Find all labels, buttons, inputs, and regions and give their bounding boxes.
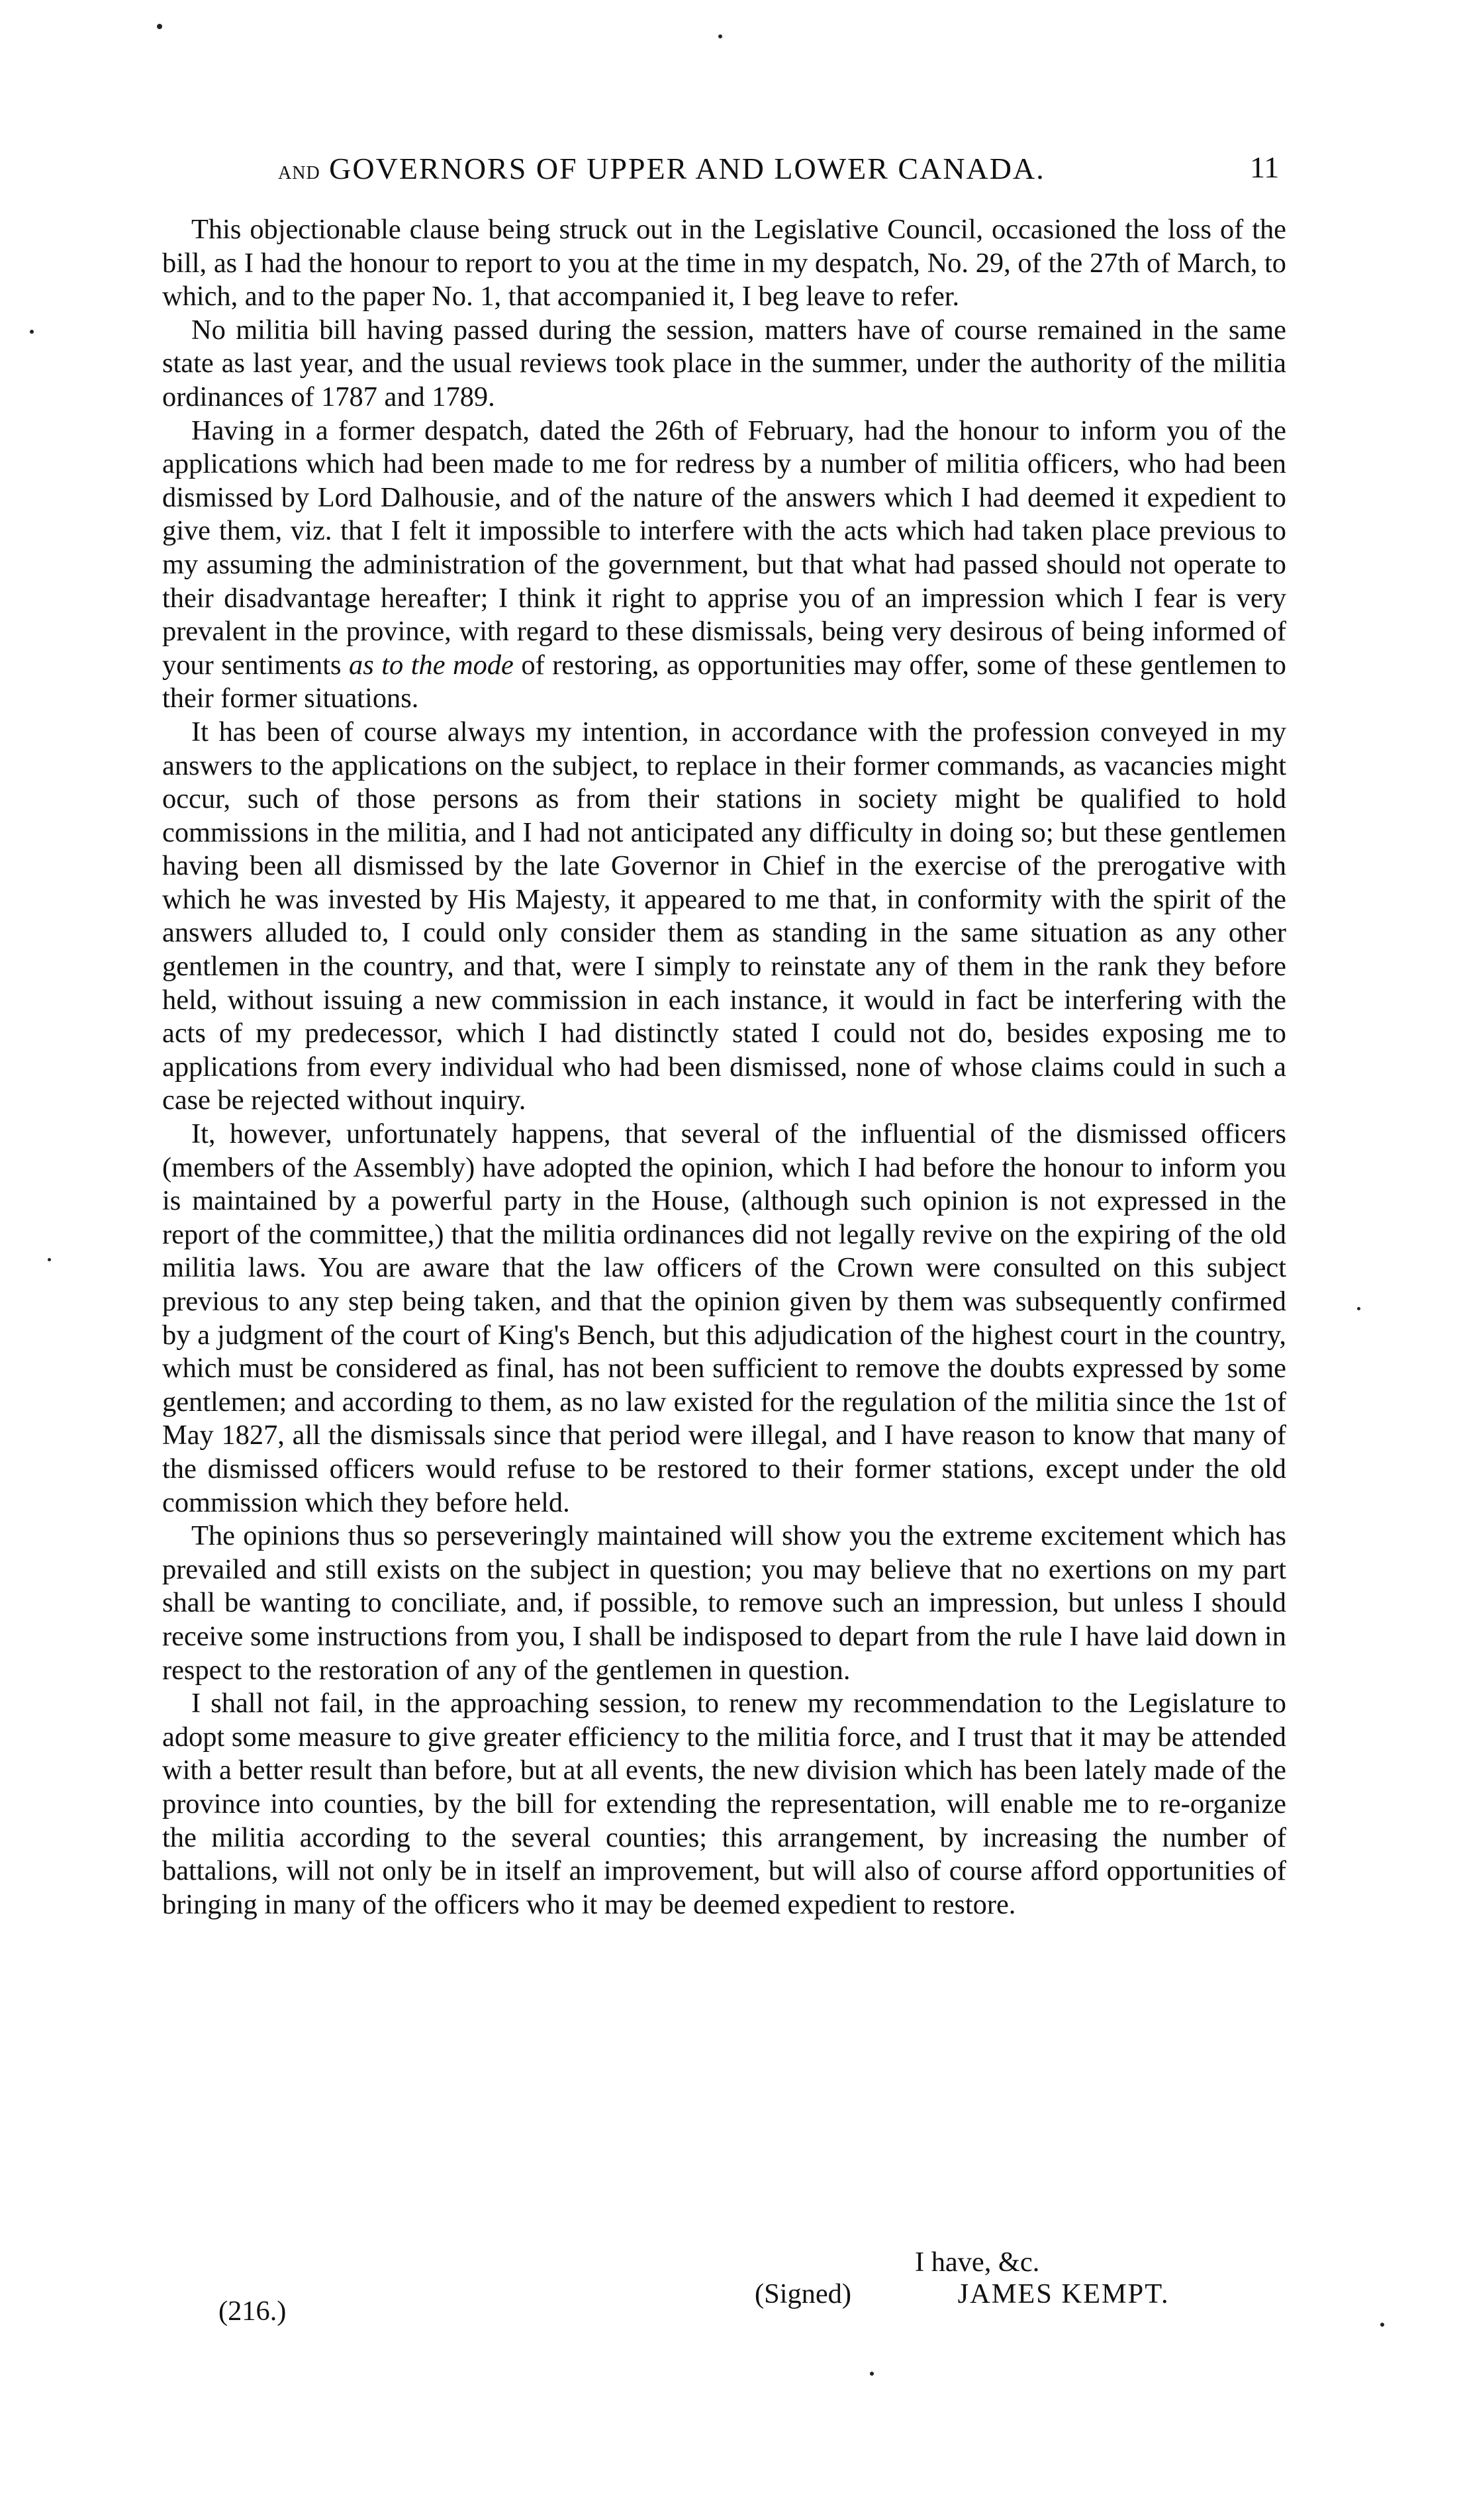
scan-speck [870, 2372, 874, 2376]
paragraph-7: I shall not fail, in the approaching session, to renew my recommendation to the Legislature to adopt some measure to give greater efficiency to the militia force, and I trust that it may be attended with a better result than before, but at all events, the new division which has been lately made of the province into counties, by the bill for extending the representation, will enable me to re-organize the militia according to the several counties; this arrangement, by increasing the number of battalions, will not only be in itself an improvement, but will also of course afford opportunities of bringing in many of the officers who it may be deemed expedient to restore. [162, 1688, 1286, 1920]
scan-speck [157, 24, 162, 29]
paragraph-6: The opinions thus so perseveringly maintained will show you the extreme excitement which has prevailed and still exists on the subject in question; you may believe that no exertions on my part shall be wanting to conciliate, and, if possible, to remove such an impression, but unless I should receive some instructions from you, I shall be indisposed to depart from the rule I have laid down in respect to the restoration of any of the gentlemen in question. [162, 1520, 1286, 1686]
letter-body [162, 213, 1286, 1921]
paragraph-3-text: Having in a former despatch, dated the 26th of February, had the honour to inform you of the applications which had been made to me for redress by a number of militia officers, who had been dismissed by Lord Dalhousie, and of the nature of the answers which I had deemed it expedient to give them, viz. that I felt it impossible to interfere with the acts which had taken place previous to my assuming the administration of the government, but that what had passed should not operate to their disadvantage hereafter; I think it right to apprise you of an impression which I fear is very prevalent in the province, with regard to these dismissals, being very desirous of being informed of your sentiments [162, 414, 1286, 681]
closing-salutation: I have, &c. [915, 2247, 1040, 2278]
running-header [278, 151, 1271, 186]
paragraph-1: This objectionable clause being struck out in the Legislative Council, occasioned the loss of the bill, as I had the honour to report to you at the time in my despatch, No. 29, of the 27th of March, to which, and to the paper No. 1, that accompanied it, I beg leave to refer. [162, 214, 1286, 313]
paragraph-4: It has been of course always my intention, in accordance with the profession conveyed in my answers to the applications on the subject, to replace in their former commands, as vacancies might occur, such of those persons as from their stations in society might be qualified to hold commissions in the militia, and I had not anticipated any difficulty in doing so; but these gentlemen having been all dismissed by the late Governor in Chief in the exercise of the prerogative with which he was invested by His Majesty, it appeared to me that, in conformity with the spirit of the answers alluded to, I could only consider them as standing in the same situation as any other gentlemen in the country, and that, were I simply to reinstate any of them in the rank they before held, without issuing a new commission in each instance, it would in fact be interfering with the acts of my predecessor, which I had distinctly stated I could not do, besides exposing me to applications from every individual who had been dismissed, none of whose claims could in such a case be rejected without inquiry. [162, 716, 1286, 1116]
paragraph-3-emphasis: as to the mode [349, 649, 514, 681]
signed-label: (Signed) [755, 2278, 851, 2309]
page-number: 11 [1250, 150, 1280, 184]
header-prefix: AND [278, 163, 320, 183]
paragraph-3 [162, 414, 1286, 716]
scan-speck [30, 330, 34, 334]
header-title: GOVERNORS OF UPPER AND LOWER CANADA. [329, 152, 1045, 185]
scan-speck [1357, 1307, 1360, 1310]
paragraph-3-tail: of restoring, as opportunities may offer, some of these gentlemen to their former situations. [162, 649, 1286, 714]
scan-speck [718, 34, 722, 38]
scan-speck [48, 1258, 51, 1261]
signature-line [755, 2278, 1170, 2311]
paragraph-2: No militia bill having passed during the session, matters have of course remained in the same state as last year, and the usual reviews took place in the summer, under the authority of the militia ordinances of 1787 and 1789. [162, 314, 1286, 412]
scan-speck [1380, 2323, 1384, 2327]
paragraph-5: It, however, unfortunately happens, that several of the influential of the dismissed officers (members of the Assembly) have adopted the opinion, which I had before the honour to inform you is maintained by a powerful party in the House, (although such opinion is not expressed in the report of the committee,) that the militia ordinances did not legally revive on the expiring of the old militia laws. You are aware that the law officers of the Crown were consulted on this subject previous to any step being taken, and that the opinion given by them was subsequently confirmed by a judgment of the court of King's Bench, but this adjudication of the highest court in the country, which must be considered as final, has not been sufficient to remove the doubts expressed by some gentlemen; and according to them, as no law existed for the regulation of the militia since the 1st of May 1827, all the dismissals since that period were illegal, and I have reason to know that many of the dismissed officers would refuse to be restored to their former stations, except under the old commission which they before held. [162, 1118, 1286, 1518]
signer-name: JAMES KEMPT. [957, 2278, 1170, 2309]
footer-reference: (216.) [218, 2296, 287, 2327]
